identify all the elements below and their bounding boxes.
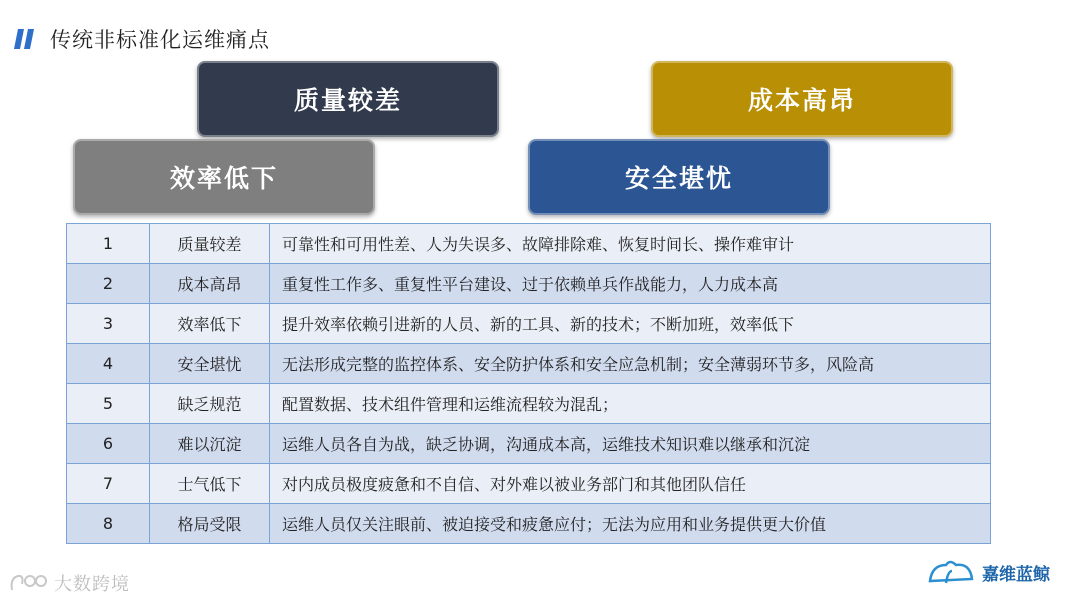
row-category: 安全堪忧 [150,344,270,384]
table-row [67,424,991,464]
slide-title: 传统非标准化运维痛点 [50,28,270,52]
pill-security: 安全堪忧 [528,139,830,215]
table-row [67,264,991,304]
row-number: 3 [67,304,150,344]
row-description: 可靠性和可用性差、人为失误多、故障排除难、恢复时间长、操作难审计 [270,224,991,264]
table-row [67,304,991,344]
row-description: 无法形成完整的监控体系、安全防护体系和安全应急机制；安全薄弱环节多，风险高 [270,344,991,384]
table-row [67,504,991,544]
row-category: 效率低下 [150,304,270,344]
title-slash-icon [14,27,38,51]
row-description: 对内成员极度疲惫和不自信、对外难以被业务部门和其他团队信任 [270,464,991,504]
whale-logo-icon [926,557,978,587]
row-category: 士气低下 [150,464,270,504]
row-number: 7 [67,464,150,504]
row-number: 4 [67,344,150,384]
row-number: 1 [67,224,150,264]
row-description: 运维人员仅关注眼前、被迫接受和疲惫应付；无法为应用和业务提供更大价值 [270,504,991,544]
row-category: 成本高昂 [150,264,270,304]
row-number: 5 [67,384,150,424]
row-category: 难以沉淀 [150,424,270,464]
watermark-left-text: 大数跨境 [54,574,130,595]
row-description: 提升效率依赖引进新的人员、新的工具、新的技术；不断加班，效率低下 [270,304,991,344]
row-number: 2 [67,264,150,304]
table-row [67,384,991,424]
row-number: 8 [67,504,150,544]
table-row [67,224,991,264]
table-row [67,464,991,504]
watermark-logo-icon [8,572,48,594]
table-row [67,344,991,384]
row-category: 格局受限 [150,504,270,544]
pain-point-table [66,223,991,544]
slide-title-bar [14,24,270,54]
row-number: 6 [67,424,150,464]
watermark-left [8,570,130,596]
watermark-right-text: 嘉维蓝鲸 [982,564,1050,585]
pill-cost: 成本高昂 [651,61,953,137]
row-description: 运维人员各自为战，缺乏协调，沟通成本高，运维技术知识难以继承和沉淀 [270,424,991,464]
row-description: 重复性工作多、重复性平台建设、过于依赖单兵作战能力，人力成本高 [270,264,991,304]
pill-quality: 质量较差 [197,61,499,137]
row-category: 质量较差 [150,224,270,264]
row-description: 配置数据、技术组件管理和运维流程较为混乱； [270,384,991,424]
row-category: 缺乏规范 [150,384,270,424]
watermark-right [926,557,1050,587]
pill-efficiency: 效率低下 [73,139,375,215]
